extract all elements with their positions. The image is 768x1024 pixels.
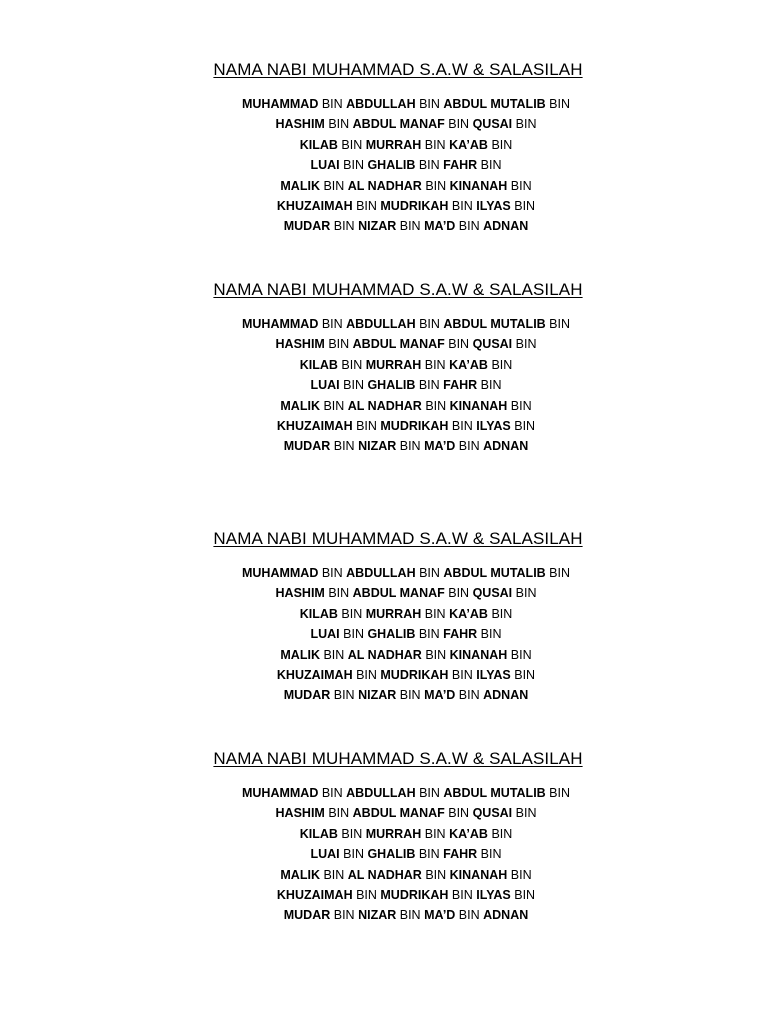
lineage-line bbox=[0, 783, 768, 803]
ancestor-name: AL NADHAR bbox=[347, 398, 422, 413]
bin-connector: BIN bbox=[421, 826, 450, 841]
ancestor-name: KA’AB bbox=[449, 606, 488, 621]
lineage-line bbox=[0, 176, 768, 196]
bin-connector: BIN bbox=[319, 178, 348, 193]
bin-connector: BIN bbox=[396, 439, 425, 454]
bin-connector: BIN bbox=[319, 398, 348, 413]
bin-connector: BIN bbox=[324, 117, 353, 132]
ancestor-name: MUHAMMAD bbox=[241, 786, 319, 800]
bin-connector: BIN bbox=[415, 97, 444, 111]
bin-connector: BIN bbox=[352, 887, 381, 902]
bin-connector: BIN bbox=[324, 806, 353, 821]
ancestor-name: MURRAH bbox=[365, 826, 422, 841]
ancestor-name: ABDUL MUTALIB bbox=[443, 786, 546, 800]
lineage-line bbox=[0, 375, 768, 395]
ancestor-name: FAHR bbox=[443, 378, 478, 393]
bin-connector: BIN bbox=[415, 378, 444, 393]
bin-connector: BIN bbox=[396, 688, 425, 703]
bin-connector: BIN bbox=[396, 219, 425, 234]
lineage-line bbox=[0, 355, 768, 375]
bin-connector: BIN bbox=[330, 908, 359, 923]
bin-connector: BIN bbox=[512, 806, 537, 821]
ancestor-name: KHUZAIMAH bbox=[276, 887, 353, 902]
ancestor-name: KILAB bbox=[299, 826, 338, 841]
bin-connector: BIN bbox=[421, 137, 450, 152]
bin-connector: BIN bbox=[448, 198, 477, 213]
bin-connector: BIN bbox=[512, 586, 537, 601]
ancestor-name: LUAI bbox=[310, 627, 340, 642]
ancestor-name: MUDAR bbox=[283, 219, 331, 234]
bin-connector: BIN bbox=[421, 398, 450, 413]
lineage-line bbox=[0, 396, 768, 416]
ancestor-name: KA’AB bbox=[449, 137, 488, 152]
lineage-line bbox=[0, 135, 768, 155]
ancestor-name: ABDUL MUTALIB bbox=[443, 97, 546, 111]
ancestor-name: ABDULLAH bbox=[346, 97, 416, 111]
bin-connector: BIN bbox=[415, 158, 444, 173]
lineage-line bbox=[0, 665, 768, 685]
ancestor-name: GHALIB bbox=[367, 158, 416, 173]
ancestor-name: MURRAH bbox=[365, 357, 422, 372]
bin-connector: BIN bbox=[415, 786, 444, 800]
bin-connector: BIN bbox=[510, 887, 536, 902]
lineage-line bbox=[0, 645, 768, 665]
ancestor-name: MALIK bbox=[280, 867, 320, 882]
lineage-line bbox=[0, 94, 768, 114]
bin-connector: BIN bbox=[512, 117, 537, 132]
bin-connector: BIN bbox=[421, 867, 450, 882]
lineage-line bbox=[0, 803, 768, 823]
ancestor-name: HASHIM bbox=[275, 806, 325, 821]
ancestor-name: MUDAR bbox=[283, 688, 331, 703]
bin-connector: BIN bbox=[415, 627, 444, 642]
lineage-line bbox=[0, 196, 768, 216]
ancestor-name: ADNAN bbox=[483, 439, 529, 454]
ancestor-name: MUDRIKAH bbox=[380, 667, 449, 682]
bin-connector: BIN bbox=[545, 317, 571, 331]
bin-connector: BIN bbox=[507, 867, 532, 882]
bin-connector: BIN bbox=[337, 826, 366, 841]
ancestor-name: ILYAS bbox=[476, 418, 511, 433]
bin-connector: BIN bbox=[318, 97, 347, 111]
bin-connector: BIN bbox=[319, 867, 348, 882]
ancestor-name: ADNAN bbox=[483, 908, 529, 923]
ancestor-name: LUAI bbox=[310, 847, 340, 862]
ancestor-name: ABDUL MANAF bbox=[352, 117, 445, 132]
ancestor-name: MA’D bbox=[424, 219, 456, 234]
bin-connector: BIN bbox=[507, 398, 532, 413]
bin-connector: BIN bbox=[421, 647, 450, 662]
ancestor-name: KINANAH bbox=[449, 647, 508, 662]
ancestor-name: FAHR bbox=[443, 847, 478, 862]
bin-connector: BIN bbox=[396, 908, 425, 923]
ancestor-name: MALIK bbox=[280, 178, 320, 193]
ancestor-name: FAHR bbox=[443, 627, 478, 642]
lineage-line bbox=[0, 216, 768, 236]
ancestor-name: HASHIM bbox=[275, 117, 325, 132]
bin-connector: BIN bbox=[510, 667, 536, 682]
lineage-line bbox=[0, 604, 768, 624]
bin-connector: BIN bbox=[455, 219, 484, 234]
bin-connector: BIN bbox=[330, 219, 359, 234]
lineage-line bbox=[0, 416, 768, 436]
bin-connector: BIN bbox=[545, 566, 571, 580]
ancestor-name: KHUZAIMAH bbox=[276, 667, 353, 682]
bin-connector: BIN bbox=[339, 158, 368, 173]
lineage-lines bbox=[0, 314, 768, 457]
lineage-lines bbox=[0, 563, 768, 706]
bin-connector: BIN bbox=[510, 198, 536, 213]
ancestor-name: GHALIB bbox=[367, 847, 416, 862]
ancestor-name: QUSAI bbox=[472, 806, 513, 821]
bin-connector: BIN bbox=[512, 337, 537, 352]
bin-connector: BIN bbox=[339, 847, 368, 862]
ancestor-name: ILYAS bbox=[476, 887, 511, 902]
ancestor-name: ABDUL MUTALIB bbox=[443, 317, 546, 331]
bin-connector: BIN bbox=[421, 357, 450, 372]
ancestor-name: ABDULLAH bbox=[346, 317, 416, 331]
lineage-line bbox=[0, 844, 768, 864]
ancestor-name: ABDULLAH bbox=[346, 786, 416, 800]
ancestor-name: QUSAI bbox=[472, 337, 513, 352]
section-title: NAMA NABI MUHAMMAD S.A.W & SALASILAH bbox=[213, 280, 583, 299]
ancestor-name: QUSAI bbox=[472, 117, 513, 132]
ancestor-name: KILAB bbox=[299, 357, 338, 372]
bin-connector: BIN bbox=[448, 418, 477, 433]
ancestor-name: AL NADHAR bbox=[347, 178, 422, 193]
lineage-line bbox=[0, 885, 768, 905]
ancestor-name: NIZAR bbox=[358, 908, 397, 923]
bin-connector: BIN bbox=[487, 826, 513, 841]
bin-connector: BIN bbox=[352, 198, 381, 213]
lineage-line bbox=[0, 114, 768, 134]
ancestor-name: KINANAH bbox=[449, 867, 508, 882]
ancestor-name: MA’D bbox=[424, 908, 456, 923]
bin-connector: BIN bbox=[455, 908, 484, 923]
bin-connector: BIN bbox=[487, 357, 513, 372]
ancestor-name: HASHIM bbox=[275, 586, 325, 601]
bin-connector: BIN bbox=[477, 847, 502, 862]
ancestor-name: MURRAH bbox=[365, 606, 422, 621]
bin-connector: BIN bbox=[415, 566, 444, 580]
bin-connector: BIN bbox=[455, 439, 484, 454]
bin-connector: BIN bbox=[337, 357, 366, 372]
ancestor-name: NIZAR bbox=[358, 688, 397, 703]
ancestor-name: MURRAH bbox=[365, 137, 422, 152]
bin-connector: BIN bbox=[330, 688, 359, 703]
bin-connector: BIN bbox=[324, 337, 353, 352]
ancestor-name: ABDUL MANAF bbox=[352, 586, 445, 601]
bin-connector: BIN bbox=[444, 337, 473, 352]
lineage-lines bbox=[0, 94, 768, 237]
ancestor-name: KHUZAIMAH bbox=[276, 418, 353, 433]
lineage-line bbox=[0, 865, 768, 885]
lineage-line bbox=[0, 824, 768, 844]
lineage-line bbox=[0, 583, 768, 603]
ancestor-name: QUSAI bbox=[472, 586, 513, 601]
section-title: NAMA NABI MUHAMMAD S.A.W & SALASILAH bbox=[213, 749, 583, 768]
ancestor-name: MUDAR bbox=[283, 439, 331, 454]
lineage-line bbox=[0, 905, 768, 925]
ancestor-name: MUDRIKAH bbox=[380, 198, 449, 213]
ancestor-name: KINANAH bbox=[449, 398, 508, 413]
ancestor-name: ILYAS bbox=[476, 667, 511, 682]
bin-connector: BIN bbox=[324, 586, 353, 601]
bin-connector: BIN bbox=[477, 158, 502, 173]
ancestor-name: ABDULLAH bbox=[346, 566, 416, 580]
lineage-line bbox=[0, 436, 768, 456]
ancestor-name: HASHIM bbox=[275, 337, 325, 352]
ancestor-name: MUHAMMAD bbox=[241, 317, 319, 331]
ancestor-name: KHUZAIMAH bbox=[276, 198, 353, 213]
ancestor-name: NIZAR bbox=[358, 219, 397, 234]
ancestor-name: GHALIB bbox=[367, 627, 416, 642]
ancestor-name: LUAI bbox=[310, 158, 340, 173]
ancestor-name: AL NADHAR bbox=[347, 647, 422, 662]
ancestor-name: ILYAS bbox=[476, 198, 511, 213]
bin-connector: BIN bbox=[545, 97, 571, 111]
lineage-line bbox=[0, 155, 768, 175]
bin-connector: BIN bbox=[455, 688, 484, 703]
lineage-lines bbox=[0, 783, 768, 926]
ancestor-name: ABDUL MANAF bbox=[352, 806, 445, 821]
bin-connector: BIN bbox=[444, 806, 473, 821]
bin-connector: BIN bbox=[487, 606, 513, 621]
bin-connector: BIN bbox=[444, 586, 473, 601]
bin-connector: BIN bbox=[330, 439, 359, 454]
lineage-line bbox=[0, 314, 768, 334]
bin-connector: BIN bbox=[337, 137, 366, 152]
ancestor-name: GHALIB bbox=[367, 378, 416, 393]
bin-connector: BIN bbox=[448, 887, 477, 902]
bin-connector: BIN bbox=[507, 178, 532, 193]
bin-connector: BIN bbox=[510, 418, 536, 433]
ancestor-name: MA’D bbox=[424, 688, 456, 703]
ancestor-name: KILAB bbox=[299, 137, 338, 152]
ancestor-name: LUAI bbox=[310, 378, 340, 393]
bin-connector: BIN bbox=[421, 178, 450, 193]
bin-connector: BIN bbox=[318, 566, 347, 580]
bin-connector: BIN bbox=[339, 627, 368, 642]
lineage-line bbox=[0, 334, 768, 354]
bin-connector: BIN bbox=[318, 317, 347, 331]
ancestor-name: MUDRIKAH bbox=[380, 887, 449, 902]
ancestor-name: KA’AB bbox=[449, 357, 488, 372]
lineage-line bbox=[0, 563, 768, 583]
bin-connector: BIN bbox=[415, 847, 444, 862]
ancestor-name: MALIK bbox=[280, 647, 320, 662]
bin-connector: BIN bbox=[545, 786, 571, 800]
ancestor-name: MUHAMMAD bbox=[241, 566, 319, 580]
bin-connector: BIN bbox=[352, 418, 381, 433]
bin-connector: BIN bbox=[318, 786, 347, 800]
ancestor-name: KILAB bbox=[299, 606, 338, 621]
ancestor-name: FAHR bbox=[443, 158, 478, 173]
bin-connector: BIN bbox=[444, 117, 473, 132]
ancestor-name: ADNAN bbox=[483, 688, 529, 703]
bin-connector: BIN bbox=[487, 137, 513, 152]
ancestor-name: ABDUL MUTALIB bbox=[443, 566, 546, 580]
bin-connector: BIN bbox=[352, 667, 381, 682]
section-title: NAMA NABI MUHAMMAD S.A.W & SALASILAH bbox=[213, 60, 583, 79]
bin-connector: BIN bbox=[507, 647, 532, 662]
ancestor-name: ADNAN bbox=[483, 219, 529, 234]
lineage-line bbox=[0, 624, 768, 644]
bin-connector: BIN bbox=[477, 627, 502, 642]
ancestor-name: MUDRIKAH bbox=[380, 418, 449, 433]
ancestor-name: MUHAMMAD bbox=[241, 97, 319, 111]
bin-connector: BIN bbox=[415, 317, 444, 331]
ancestor-name: ABDUL MANAF bbox=[352, 337, 445, 352]
bin-connector: BIN bbox=[477, 378, 502, 393]
ancestor-name: MA’D bbox=[424, 439, 456, 454]
ancestor-name: KINANAH bbox=[449, 178, 508, 193]
section-title: NAMA NABI MUHAMMAD S.A.W & SALASILAH bbox=[213, 529, 583, 548]
bin-connector: BIN bbox=[319, 647, 348, 662]
ancestor-name: AL NADHAR bbox=[347, 867, 422, 882]
ancestor-name: MUDAR bbox=[283, 908, 331, 923]
ancestor-name: KA’AB bbox=[449, 826, 488, 841]
ancestor-name: NIZAR bbox=[358, 439, 397, 454]
bin-connector: BIN bbox=[337, 606, 366, 621]
ancestor-name: MALIK bbox=[280, 398, 320, 413]
bin-connector: BIN bbox=[339, 378, 368, 393]
lineage-line bbox=[0, 685, 768, 705]
bin-connector: BIN bbox=[448, 667, 477, 682]
bin-connector: BIN bbox=[421, 606, 450, 621]
